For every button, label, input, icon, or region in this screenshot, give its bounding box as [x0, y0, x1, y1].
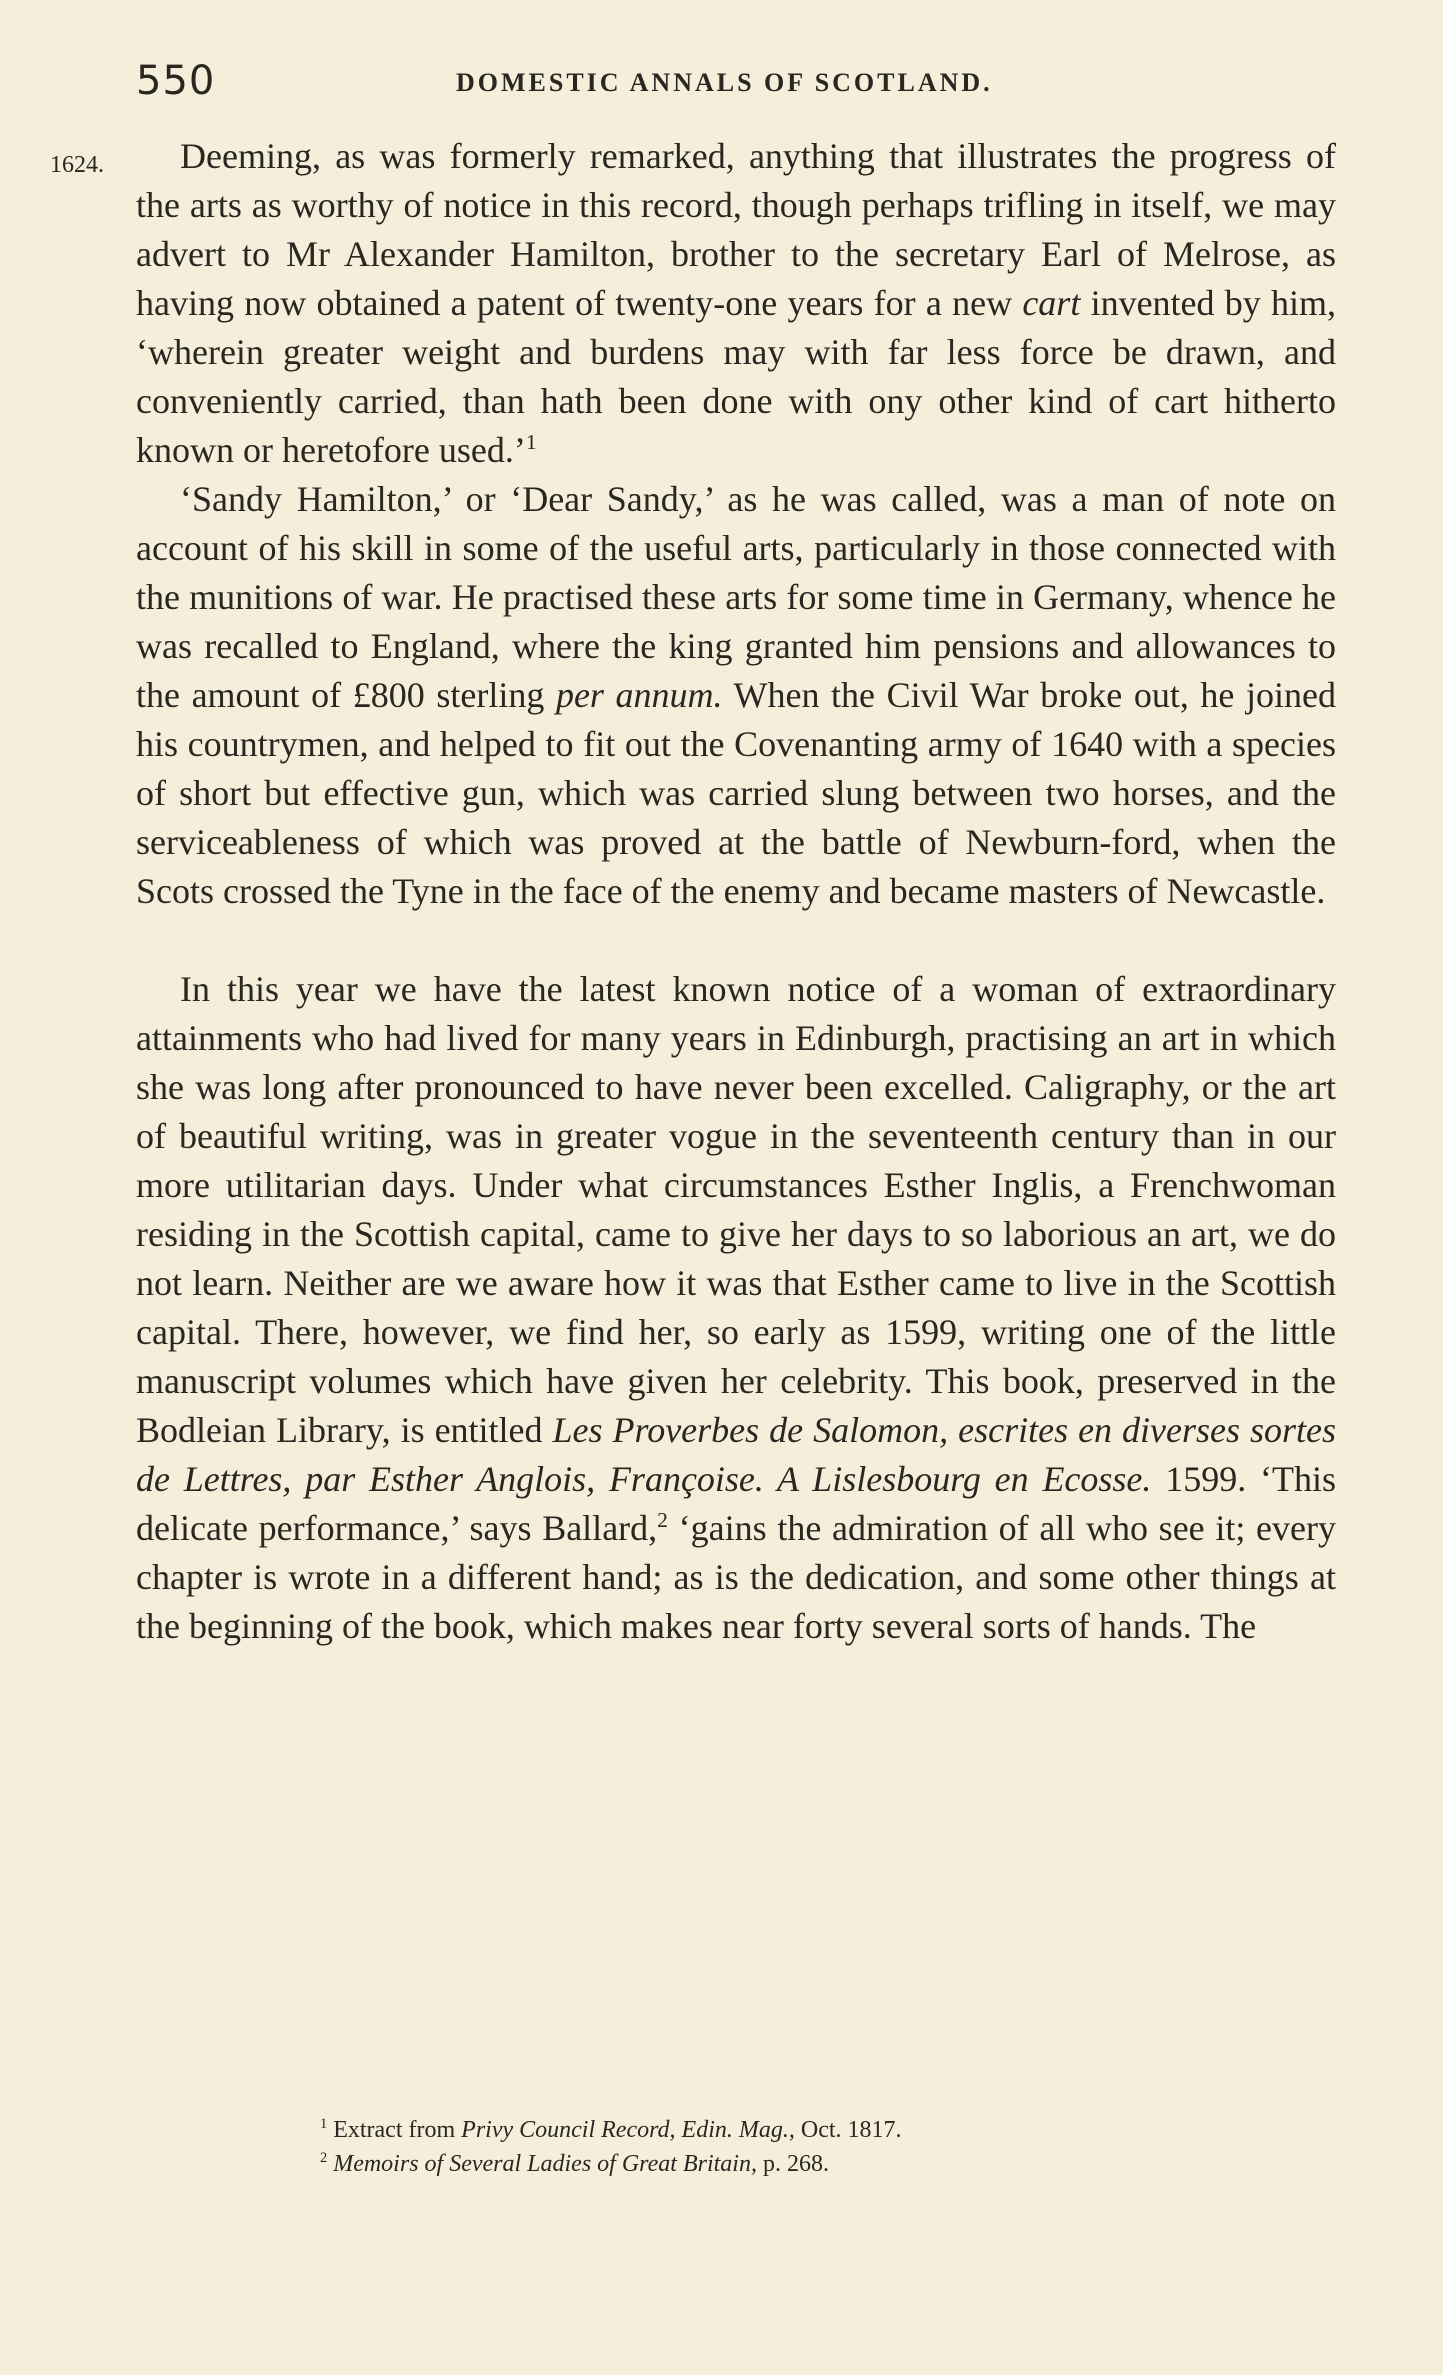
footnote [320, 2113, 1300, 2147]
footnote-marker: 1 [320, 2116, 328, 2132]
paragraph [136, 132, 1336, 475]
text-run: invented by him, ‘wherein greater weight and burdens may with far less force be drawn, and conveniently carried, than hath been done with ony other kind of cart hitherto known or heretofore used.’ [136, 283, 1337, 470]
text-run: Deeming, as was formerly remarked, anything that illustrates the progress of the arts as worthy of notice in this record, though perhaps trifling in itself, we may advert to Mr Alexander Hamilton, brother to the secretary Earl of Melrose, as having now obtained a patent of twenty-one years for a new [136, 136, 1336, 323]
paragraph [136, 475, 1336, 916]
footnote-marker: 2 [657, 1508, 668, 1532]
running-head: DOMESTIC ANNALS OF SCOTLAND. [456, 68, 993, 97]
italic-text: Memoirs of Several Ladies of Great Britain, [333, 2151, 757, 2177]
footnotes [320, 2113, 1300, 2181]
text-run: ‘gains the admiration of all who see it; every chapter is wrote in a different hand; as is the dedication, and some other things at the beginning of the book, which makes near forty several sorts of hands. The [136, 1508, 1336, 1646]
page-number: 550 [136, 58, 216, 104]
text-run: 1599. ‘This delicate performance,’ says Ballard, [136, 1459, 1336, 1548]
italic-text: per annum. [555, 675, 723, 715]
footnote [320, 2147, 1300, 2181]
footnote-marker: 1 [525, 430, 537, 454]
text-run: p. 268. [756, 2151, 829, 2177]
text-run: When the Civil War broke out, he joined his countrymen, and helped to fit out the Covenanting army of 1640 with a species of short but effective gun, which was carried slung between two horses, and the serviceableness of which was proved at the battle of Newburn-ford, when the Scots crossed the Tyne in the face of the enemy and became masters of Newcastle. [136, 675, 1336, 911]
text-run: Oct. 1817. [794, 2117, 902, 2143]
footnote-marker: 2 [320, 2150, 328, 2166]
text-run: Extract from [327, 2117, 462, 2143]
italic-text: cart [1022, 283, 1081, 323]
text-run: ‘Sandy Hamilton,’ or ‘Dear Sandy,’ as he was called, was a man of note on account of his skill in some of the useful arts, particularly in those connected with the munitions of war. He practised these arts for some time in Germany, whence he was recalled to England, where the king granted him pensions and allowances to the amount of £800 sterling [136, 479, 1336, 715]
italic-text: Les Proverbes de Salomon, escrites en diverses sortes de Lettres, par Esther Anglois, Françoise. A Lislesbourg en Ecosse. [136, 1410, 1337, 1499]
text-run: In this year we have the latest known notice of a woman of extraordinary attainments who had lived for many years in Edinburgh, practising an art in which she was long after pronounced to have never been excelled. Caligraphy, or the art of beautiful writing, was in greater vogue in the seventeenth century than in our more utilitarian days. Under what circumstances Esther Inglis, a Frenchwoman residing in the Scottish capital, came to give her days to so laborious an art, we do not learn. Neither are we aware how it was that Esther came to live in the Scottish capital. There, however, we find her, so early as 1599, writing one of the little manuscript volumes which have given her celebrity. This book, preserved in the Bodleian Library, is entitled [136, 969, 1336, 1450]
margin-year: 1624. [50, 152, 104, 178]
italic-text: Privy Council Record, Edin. Mag., [461, 2117, 795, 2143]
body-text [136, 132, 1336, 1651]
page-header [136, 58, 1336, 118]
paragraph [136, 965, 1336, 1651]
